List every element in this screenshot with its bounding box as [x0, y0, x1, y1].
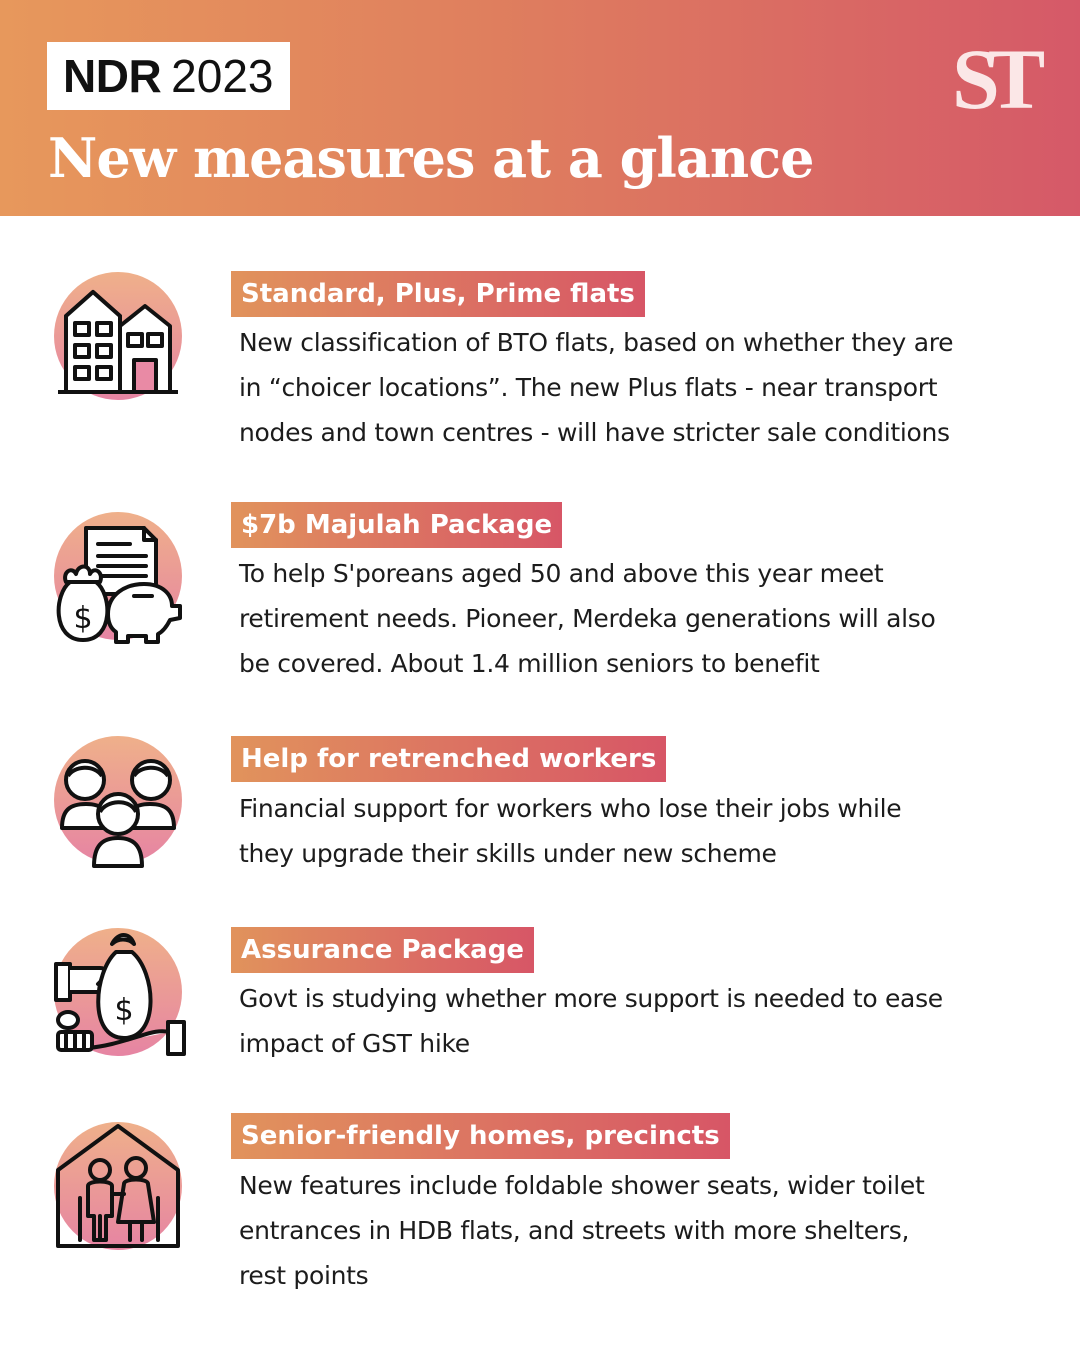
ndr-year: 2023	[171, 50, 274, 102]
description-line: in “choicer locations”. The new Plus flats - near transport	[239, 373, 938, 402]
description	[239, 1163, 1039, 1298]
buildings-icon	[48, 268, 188, 408]
ndr-label: NDR	[63, 50, 162, 102]
tag-label: Help for retrenched workers	[231, 736, 666, 782]
description-line: New classification of BTO flats, based on whether they are	[239, 328, 954, 357]
description	[239, 551, 1039, 686]
money-bag-piggy-bank-icon	[48, 510, 188, 650]
page-title: New measures at a glance	[48, 126, 814, 190]
description	[239, 320, 1039, 455]
tag-label: Standard, Plus, Prime flats	[231, 271, 645, 317]
description-line: be covered. About 1.4 million seniors to benefit	[239, 649, 820, 678]
st-logo: ST	[952, 31, 1034, 127]
description	[239, 786, 1039, 876]
description-line: impact of GST hike	[239, 1029, 470, 1058]
description-line: To help S'poreans aged 50 and above this year meet	[239, 559, 884, 588]
description	[239, 976, 1039, 1066]
header-banner	[0, 0, 1080, 216]
tag-label: $7b Majulah Package	[231, 502, 562, 548]
tag-label: Assurance Package	[231, 927, 534, 973]
people-group-icon	[48, 732, 188, 872]
hand-money-bag-icon	[48, 924, 188, 1064]
description-line: nodes and town centres - will have stricter sale conditions	[239, 418, 950, 447]
description-line: retirement needs. Pioneer, Merdeka generations will also	[239, 604, 936, 633]
description-line: entrances in HDB flats, and streets with more shelters,	[239, 1216, 910, 1245]
senior-couple-home-icon	[48, 1118, 188, 1258]
svg-text:$: $	[114, 993, 134, 1028]
description-line: rest points	[239, 1261, 369, 1290]
description-line: New features include foldable shower seats, wider toilet	[239, 1171, 925, 1200]
svg-text:$: $	[73, 601, 93, 636]
description-line: Financial support for workers who lose their jobs while	[239, 794, 902, 823]
ndr-label-box	[47, 42, 290, 110]
description-line: Govt is studying whether more support is needed to ease	[239, 984, 943, 1013]
description-line: they upgrade their skills under new scheme	[239, 839, 777, 868]
tag-label: Senior-friendly homes, precincts	[231, 1113, 730, 1159]
